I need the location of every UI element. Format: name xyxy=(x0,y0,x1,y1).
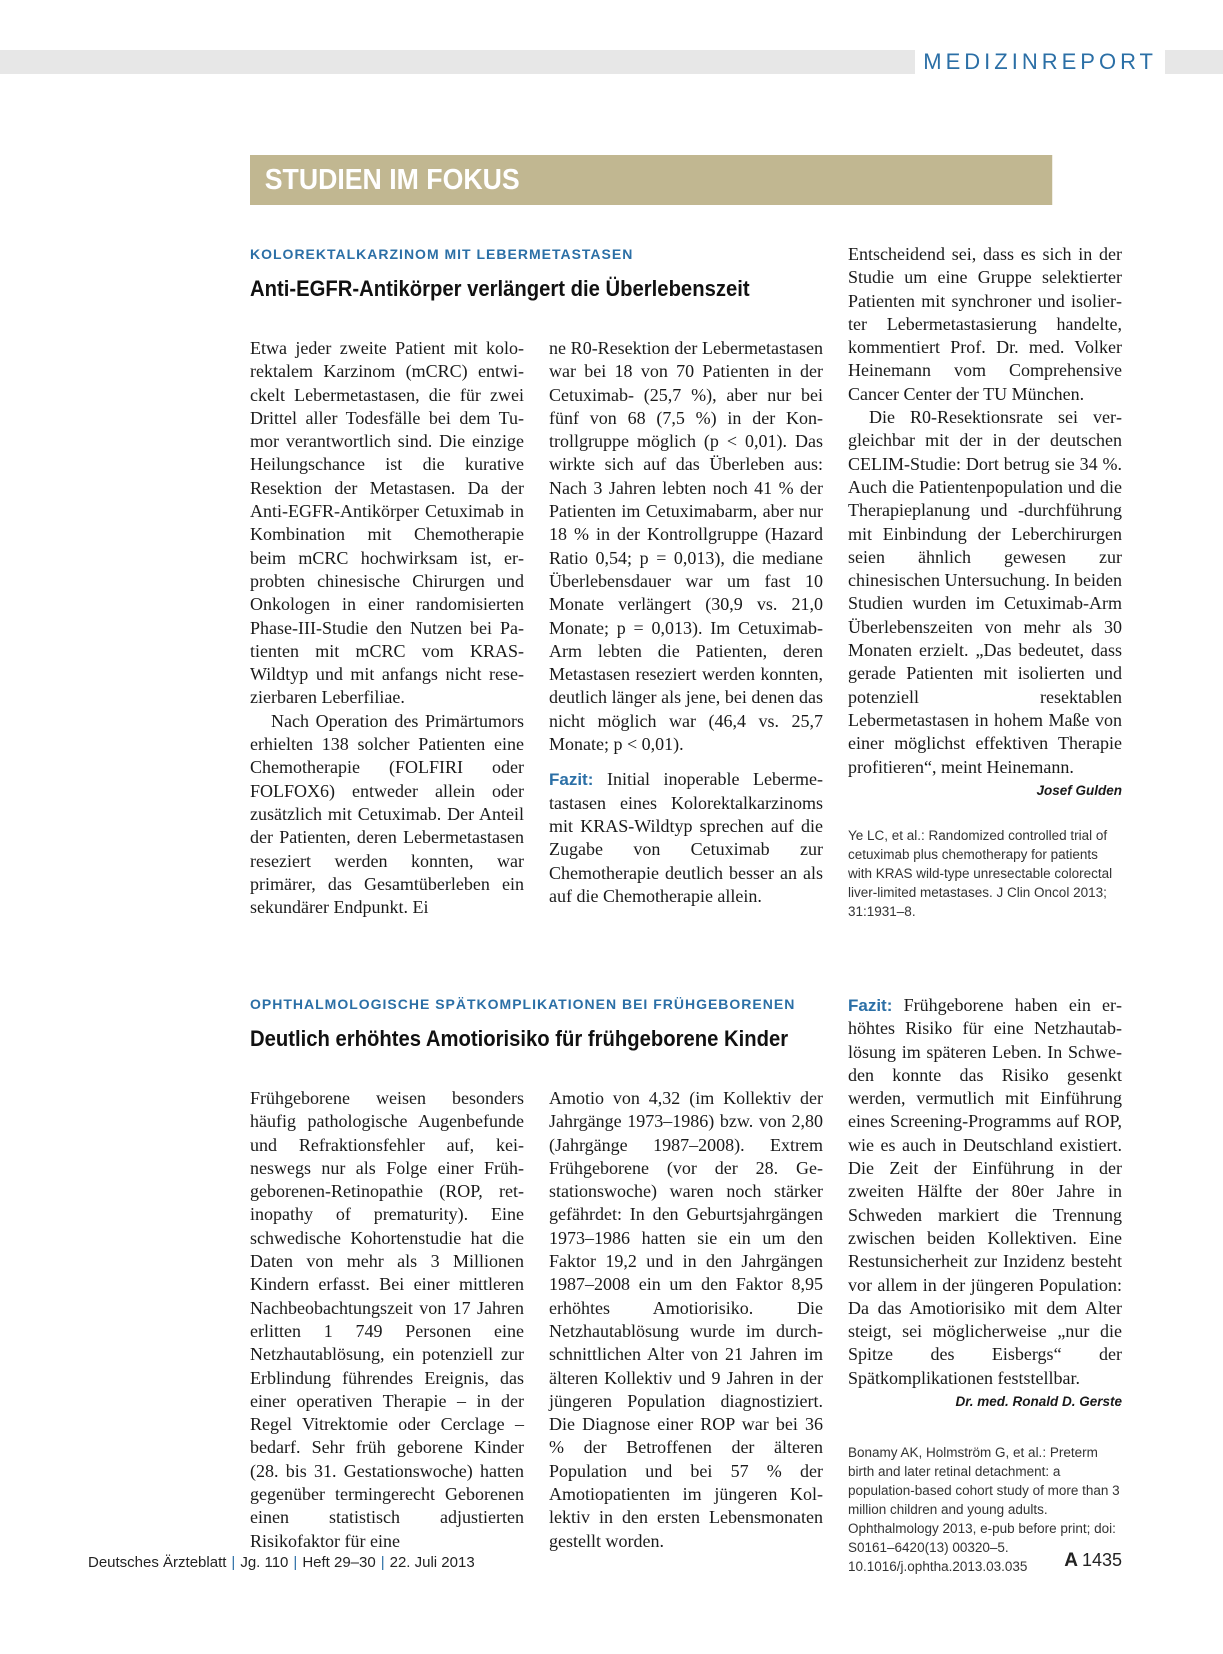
issue-date: 22. Juli 2013 xyxy=(389,1554,475,1571)
article1-paragraph: Etwa jeder zweite Patient mit kolorektalem Karzinom (mCRC) entwickelt Lebermetastasen, die für zwei Drittel aller Todesfälle bei dem Tumor verantwortlich sind. Die einzige Heilungschance ist die kurative Resektion der Metastasen. Da der Anti-EGFR-Antikörper Cetuximab in Kombination mit Chemotherapie beim mCRC hochwirksam ist, erprobten chinesische Chirurgen und Onkologen in einer randomisierten Phase-III-Studie den Nutzen bei Patienten mit mCRC vom KRAS-Wildtyp und mit anfangs nicht resezierbaren Leberfiliae. xyxy=(250,338,524,708)
article1-reference: Ye LC, et al.: Randomized controlled trial of cetuximab plus chemotherapy for patients with KRAS wild-type unresectable colorectal liver-limited metastases. J Clin Oncol 2013; 31:1931–8. xyxy=(848,828,1113,919)
article2-column-3 xyxy=(848,994,1122,1413)
fazit-text: Initial inoperable Lebermetastasen eines Kolorektalkarzinoms mit KRAS-Wildtyp sprechen auf die Zugabe von Cetuximab zur Chemotherapie deutlich besser an als auf die Chemotherapie allein. xyxy=(549,769,823,906)
article2-kicker: OPHTHALMOLOGISCHE SPÄTKOMPLIKATIONEN BEI FRÜHGEBORENEN xyxy=(250,996,796,1012)
article2-fazit xyxy=(848,994,1122,1390)
article2-paragraph: Amotio von 4,32 (im Kollektiv der Jahrgänge 1973–1986) bzw. von 2,80 (Jahrgänge 1987–2008). Extrem Frühgeborene (vor der 28. Gestationswoche) waren noch stärker gefährdet: In den Geburtsjahrgängen 1973–1986 hatten sie ein um den Faktor 19,2 und in den Jahrgängen 1987–2008 ein um den Faktor 8,95 erhöhtes Amotiorisiko. Die Netzhautablösung wurde im durchschnittlichen Alter von 21 Jahren im älteren Kollektiv und 9 Jahren in der jüngeren Population diagnostiziert. Die Diagnose einer ROP war bei 36 % der Betroffenen der älteren Population und bei 57 % der Amotiopatienten im jüngeren Kollektiv in den ersten Lebensmonaten gestellt worden. xyxy=(549,1088,823,1551)
article1-paragraph: Nach Operation des Primärtumors erhielten 138 solcher Patienten eine Chemotherapie (FOLFIRI oder FOLFOX6) entweder allein oder zusätzlich mit Cetuximab. Der Anteil der Patienten, deren Lebermetastasen reseziert werden konnten, war primärer, das Gesamtüberleben ein sekundärer Endpunkt. Ei xyxy=(250,710,524,918)
article2-reference: Bonamy AK, Holmström G, et al.: Preterm birth and later retinal detachment: a population-based cohort study of more than 3 million children and young adults. Ophthalmology 2013, e-pub before print; doi: S0161–6420(13) 00320–5. 10.1016/j.ophtha.2013.03.035 xyxy=(848,1445,1120,1574)
article1-column-2 xyxy=(549,337,823,908)
section-banner: STUDIEN IM FOKUS xyxy=(250,155,1052,205)
separator: | xyxy=(231,1554,236,1571)
section-label: MEDIZINREPORT xyxy=(915,48,1165,76)
article1-paragraph-text: Die R0-Resektionsrate sei vergleichbar mit der in der deutschen CELIM-Studie: Dort betrug sie 34 %. Auch die Patientenpopulation und die Therapieplanung und -durchführung mit Einbindung der Leberchirurgen seien ähnlich gewesen zur chinesischen Untersuchung. In beiden Studien wurden im Cetuximab-Arm Überlebenszeiten von mehr als 30 Monaten erzielt. „Das bedeutet, dass gerade Patienten mit isolierten und potenziell resektablen Lebermetastasen in hohem Maße von einer möglichst effektiven Therapie profitieren“, meint Heinemann. xyxy=(848,407,1122,777)
issue: Heft 29–30 xyxy=(302,1554,376,1571)
article2-paragraph: Frühgeborene weisen besonders häufig pathologische Augenbefunde und Refraktionsfehler auf, keineswegs nur als Folge einer Frühgeborenen-Retinopathie (ROP, retinopathy of prematurity). Eine schwedische Kohortenstudie hat die Daten von mehr als 3 Millionen Kindern erfasst. Bei einer mittleren Nachbeobachtungszeit von 17 Jahren erlitten 1 749 Personen eine Netzhautablösung, ein potenziell zur Erblindung führendes Ereignis, das einer operativen Therapie – in der Regel Vitrektomie oder Cerclage – bedarf. Sehr früh geborene Kinder (28. bis 31. Gestationswoche) hatten gegenüber termingerecht Geborenen einen statistisch adjustierten Risikofaktor für eine xyxy=(250,1088,524,1551)
article1-paragraph: ne R0-Resektion der Lebermetastasen war bei 18 von 70 Patienten in der Cetuximab- (25,7 %), aber nur bei fünf von 68 (7,5 %) in der Kontrollgruppe möglich (p < 0,01). Das wirkte sich auf das Überleben aus: Nach 3 Jahren lebten noch 41 % der Patienten im Cetuximabarm, aber nur 18 % in der Kontrollgruppe (Hazard Ratio 0,54; p = 0,013), die mediane Überlebensdauer war um fast 10 Monate verlängert (30,9 vs. 21,0 Monate; p = 0,013). Im Cetuximab-Arm lebten die Patienten, deren Metastasen reseziert werden konnten, deutlich länger als jene, bei denen das nicht möglich war (46,4 vs. 25,7 Monate; p < 0,01). xyxy=(549,338,823,755)
separator: | xyxy=(380,1554,385,1571)
footer-citation xyxy=(88,1554,475,1571)
page-number xyxy=(1064,1550,1122,1572)
article1-column-3 xyxy=(848,243,1122,802)
page-number-value: 1435 xyxy=(1081,1550,1122,1570)
article2-column-1 xyxy=(250,1087,524,1553)
article2-author: Dr. med. Ronald D. Gerste xyxy=(955,1394,1122,1410)
separator: | xyxy=(293,1554,298,1571)
article2-column-2 xyxy=(549,1087,823,1553)
volume: Jg. 110 xyxy=(240,1554,289,1571)
page-prefix: A xyxy=(1064,1550,1078,1571)
article1-fazit xyxy=(549,768,823,908)
fazit-label: Fazit: xyxy=(848,996,893,1015)
article1-headline: Anti-EGFR-Antikörper verlängert die Überlebenszeit xyxy=(250,276,750,301)
fazit-text: Frühgeborene haben ein erhöhtes Risiko für eine Netzhautablösung im späteren Leben. In Schweden konnte das Risiko gesenkt werden, vermutlich mit Einführung eines Screening-Programms auf ROP, wie es auch in Deutschland existiert. Die Zeit der Einführung in der zweiten Hälfte der 80er Jahre in Schweden markiert die Trennung zwischen beiden Kollektiven. Eine Restunsicherheit zur Inzidenz besteht vor allem in der jüngeren Population: Da das Amotiorisiko mit dem Alter steigt, sei möglicherweise „nur die Spitze des Eisbergs“ der Spätkomplikationen feststellbar. xyxy=(848,995,1122,1388)
journal-name: Deutsches Ärzteblatt xyxy=(88,1554,227,1571)
fazit-label: Fazit: xyxy=(549,770,594,790)
article1-paragraph xyxy=(848,406,1122,798)
article1-author: Josef Gulden xyxy=(1036,782,1122,798)
article1-kicker: KOLOREKTALKARZINOM MIT LEBERMETASTASEN xyxy=(250,246,634,262)
article1-column-1 xyxy=(250,337,524,919)
article2-headline: Deutlich erhöhtes Amotiorisiko für frühgeborene Kinder xyxy=(250,1026,789,1051)
article1-paragraph: Entscheidend sei, dass es sich in der Studie um eine Gruppe selektierter Patienten mit synchroner und isolierter Lebermetastasierung handelte, kommentiert Prof. Dr. med. Volker Heinemann vom Comprehensive Cancer Center der TU München. xyxy=(848,244,1122,404)
